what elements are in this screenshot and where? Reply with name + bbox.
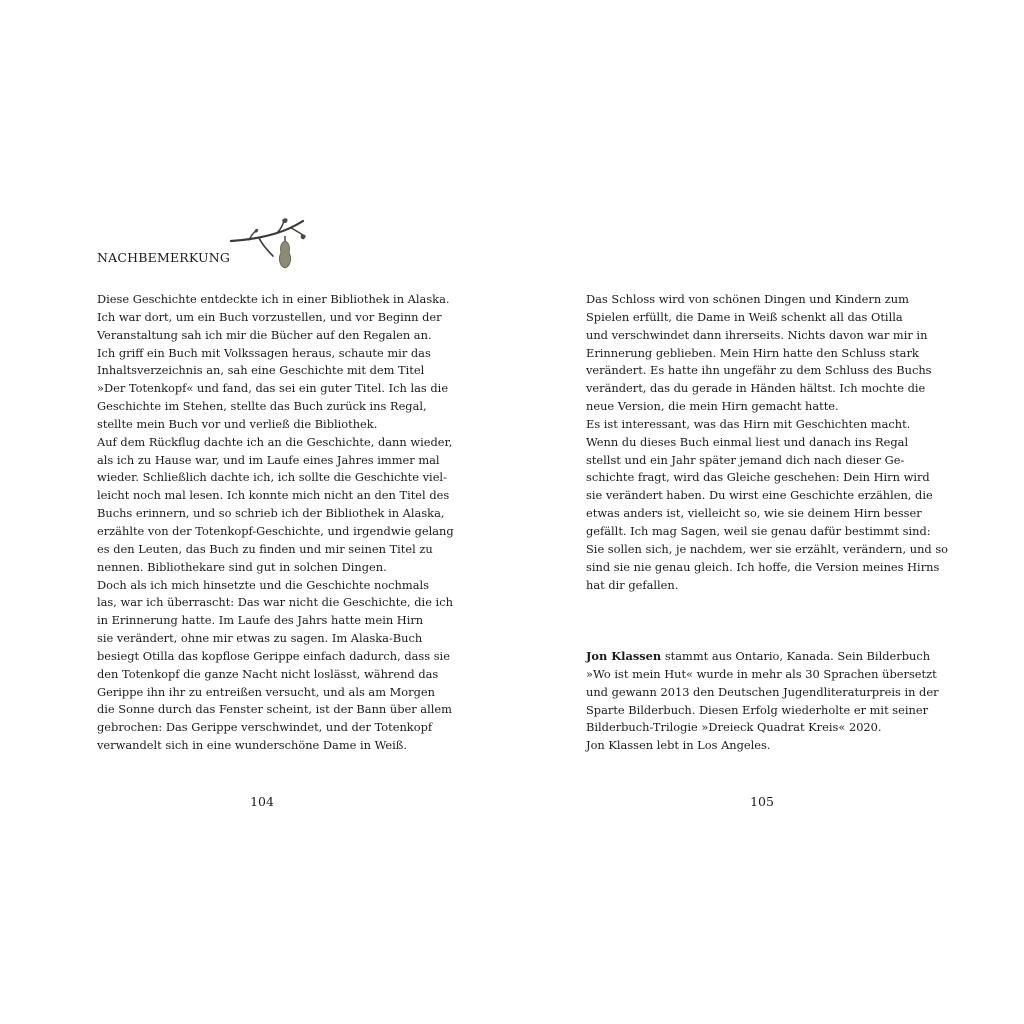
- afterword-heading: NACHBEMERKUNG: [97, 250, 231, 265]
- text-line: Ich war dort, um ein Buch vorzustellen, und vor Beginn der: [97, 309, 442, 324]
- text-line: gebrochen: Das Gerippe verschwindet, und der Totenkopf: [97, 720, 433, 735]
- text-line: die Sonne durch das Fenster scheint, ist der Bann über allem: [97, 702, 452, 717]
- text-line: verwandelt sich in eine wunderschöne Dame in Weiß.: [97, 738, 407, 753]
- text-line: hat dir gefallen.: [586, 577, 679, 592]
- author-name: Jon Klassen: [586, 649, 662, 663]
- text-line: neue Version, die mein Hirn gemacht hatte.: [586, 399, 839, 414]
- text-line: etwas anders ist, vielleicht so, wie sie deinem Hirn besser: [586, 506, 922, 521]
- text-line: den Totenkopf die ganze Nacht nicht loslässt, während das: [97, 666, 439, 681]
- bio-first-line: [586, 648, 939, 666]
- text-line: leicht noch mal lesen. Ich konnte mich nicht an den Titel des: [97, 488, 450, 503]
- text-line: Sie sollen sich, je nachdem, wer sie erzählt, verändern, und so: [586, 541, 949, 556]
- text-line: Erinnerung geblieben. Mein Hirn hatte den Schluss stark: [586, 345, 919, 360]
- text-line: stellte mein Buch vor und verließ die Bibliothek.: [97, 416, 378, 431]
- text-line: Buchs erinnern, und so schrieb ich der Bibliothek in Alaska,: [97, 506, 445, 521]
- page-number-right: 105: [750, 794, 774, 809]
- text-line: als ich zu Hause war, und im Laufe eines Jahres immer mal: [97, 452, 440, 467]
- text-line: wieder. Schließlich dachte ich, ich sollte die Geschichte viel-: [97, 470, 447, 485]
- bio-line: Jon Klassen lebt in Los Angeles.: [586, 738, 771, 753]
- text-line: es den Leuten, das Buch zu finden und mir seinen Titel zu: [97, 541, 433, 556]
- text-line: las, war ich überrascht: Das war nicht die Geschichte, die ich: [97, 595, 453, 610]
- text-line: und verschwindet dann ihrerseits. Nichts davon war mir in: [586, 327, 928, 342]
- heading-row: [97, 216, 357, 276]
- text-line: gefällt. Ich mag Sagen, weil sie genau dafür bestimmt sind:: [586, 523, 931, 538]
- author-bio: [586, 648, 939, 755]
- page-number-left: 104: [250, 794, 274, 809]
- text-line: »Der Totenkopf« und fand, das sei ein guter Titel. Ich las die: [97, 381, 449, 396]
- text-line: Doch als ich mich hinsetzte und die Geschichte nochmals: [97, 577, 429, 592]
- text-line: Diese Geschichte entdeckte ich in einer Bibliothek in Alaska.: [97, 292, 450, 306]
- text-line: Das Schloss wird von schönen Dingen und Kindern zum: [586, 292, 909, 306]
- text-line: in Erinnerung hatte. Im Laufe des Jahrs hatte mein Hirn: [97, 613, 424, 628]
- text-line: Gerippe ihn ihr zu entreißen versucht, und als am Morgen: [97, 684, 435, 699]
- bio-line: Bilderbuch-Trilogie »Dreieck Quadrat Kreis« 2020.: [586, 720, 882, 735]
- bio-line: »Wo ist mein Hut« wurde in mehr als 30 Sprachen übersetzt: [586, 666, 937, 681]
- text-line: Inhaltsverzeichnis an, sah eine Geschichte mit dem Titel: [97, 363, 425, 378]
- text-line: verändert. Es hatte ihn ungefähr zu dem Schluss des Buchs: [586, 363, 932, 378]
- text-line: sie verändert haben. Du wirst eine Geschichte erzählen, die: [586, 488, 933, 503]
- text-line: nennen. Bibliothekare sind gut in solchen Dingen.: [97, 559, 387, 574]
- text-line: Veranstaltung sah ich mir die Bücher auf den Regalen an.: [97, 327, 432, 342]
- afterword-text: [97, 291, 454, 755]
- bio-line: und gewann 2013 den Deutschen Jugendliteraturpreis in der: [586, 684, 939, 699]
- text-line: schichte fragt, wird das Gleiche geschehen: Dein Hirn wird: [586, 470, 930, 485]
- afterword-text-continued: [586, 291, 948, 594]
- text-line: Wenn du dieses Buch einmal liest und danach ins Regal: [586, 434, 909, 449]
- text-line: stellst und ein Jahr später jemand dich nach dieser Ge-: [586, 452, 905, 467]
- bio-first-line-rest: stammt aus Ontario, Kanada. Sein Bilderbuch: [661, 649, 931, 663]
- text-line: Es ist interessant, was das Hirn mit Geschichten macht.: [586, 416, 911, 431]
- text-line: besiegt Otilla das kopflose Gerippe einfach dadurch, dass sie: [97, 648, 450, 663]
- right-page: [512, 0, 1024, 1024]
- text-line: erzählte von der Totenkopf-Geschichte, und irgendwie gelang: [97, 523, 454, 538]
- branch-pear-illustration: [229, 216, 307, 272]
- text-line: Auf dem Rückflug dachte ich an die Geschichte, dann wieder,: [97, 434, 453, 449]
- text-line: Spielen erfüllt, die Dame in Weiß schenkt all das Otilla: [586, 309, 903, 324]
- text-line: sind sie nie genau gleich. Ich hoffe, die Version meines Hirns: [586, 559, 940, 574]
- text-line: verändert, das du gerade in Händen hältst. Ich mochte die: [586, 381, 926, 396]
- text-line: Ich griff ein Buch mit Volkssagen heraus, schaute mir das: [97, 345, 431, 360]
- bio-line: Sparte Bilderbuch. Diesen Erfolg wiederholte er mit seiner: [586, 702, 929, 717]
- text-line: Geschichte im Stehen, stellte das Buch zurück ins Regal,: [97, 399, 427, 414]
- text-line: sie verändert, ohne mir etwas zu sagen. Im Alaska-Buch: [97, 631, 423, 646]
